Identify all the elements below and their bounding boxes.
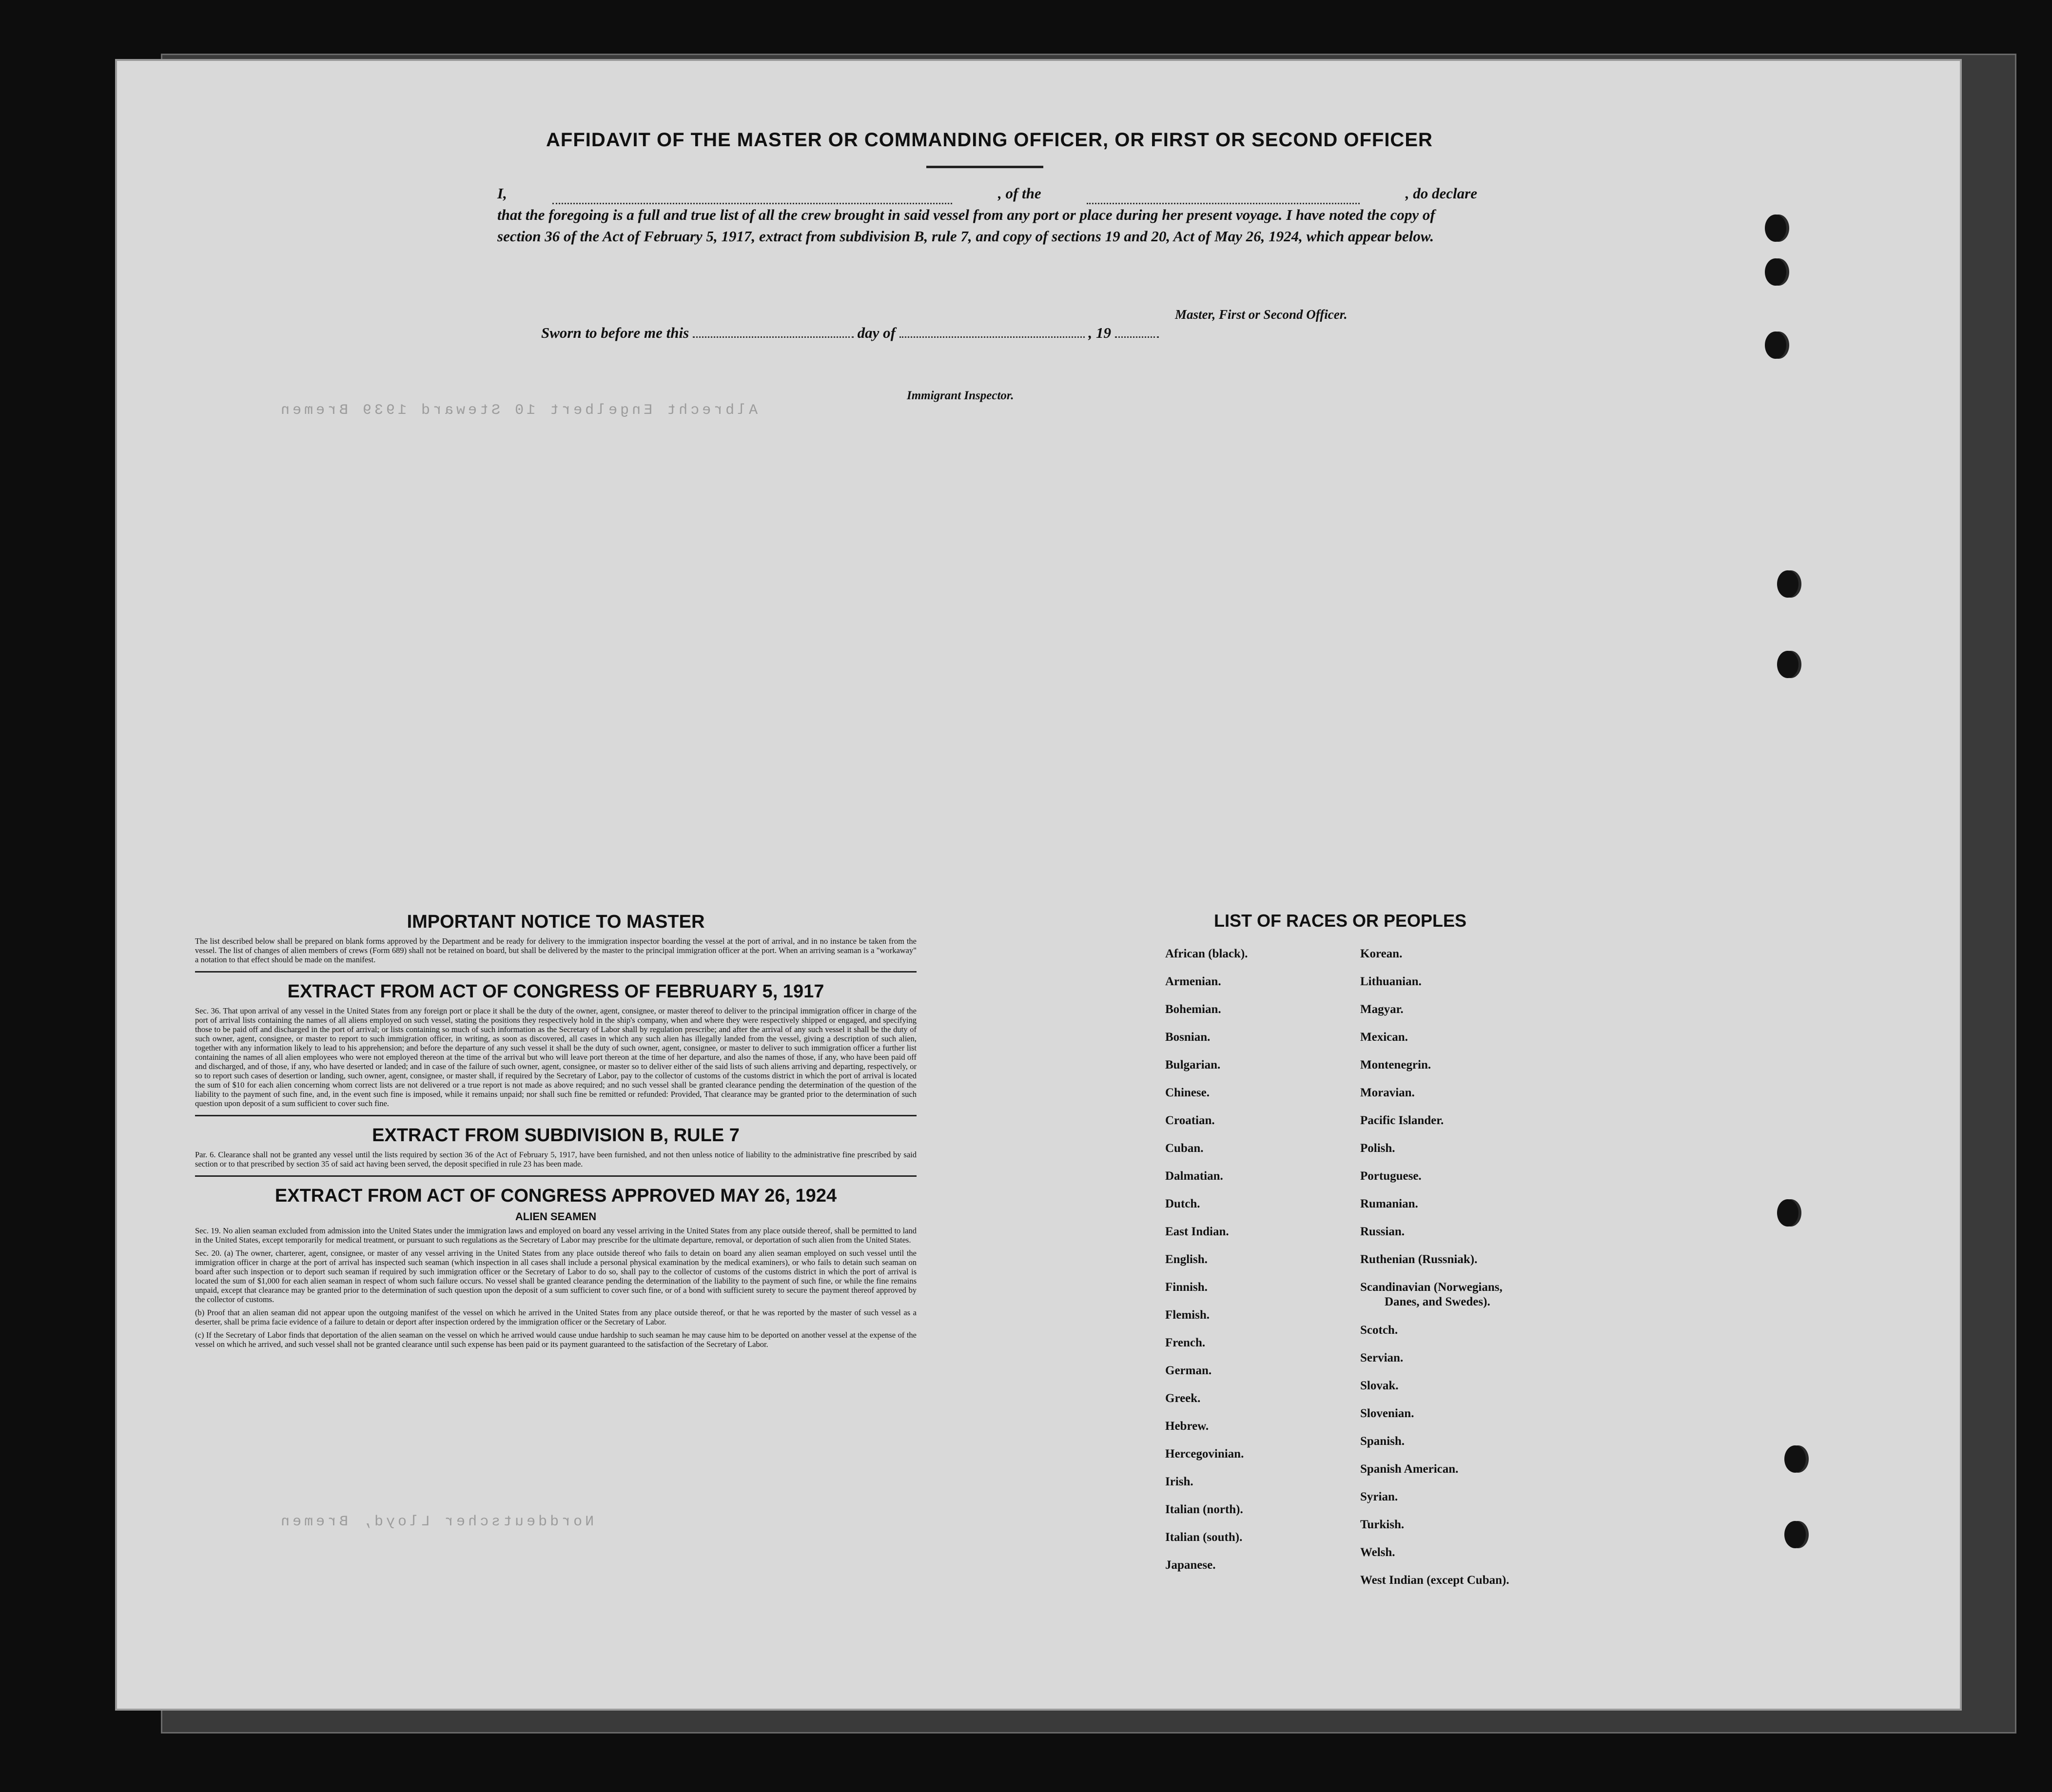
race-item: Hercegovinian. (1165, 1447, 1244, 1461)
race-item: Slovak. (1360, 1379, 1399, 1392)
race-item: Hebrew. (1165, 1420, 1209, 1433)
notice-column (195, 912, 917, 1353)
punch-hole (1765, 331, 1786, 359)
race-item: Greek. (1165, 1392, 1201, 1405)
races-left-column (1165, 940, 1350, 1579)
extract-rule7-title: EXTRACT FROM SUBDIVISION B, RULE 7 (372, 1125, 740, 1146)
punch-hole (1765, 258, 1786, 286)
master-signature-label: Master, First or Second Officer. (1175, 307, 1348, 322)
race-item: Scandinavian (Norwegians, (1360, 1281, 1503, 1294)
race-item: Pacific Islander. (1360, 1114, 1444, 1127)
affidavit-declaration-line (497, 183, 1477, 204)
race-item: Russian. (1360, 1225, 1405, 1238)
race-item: Polish. (1360, 1142, 1395, 1155)
notice-title: IMPORTANT NOTICE TO MASTER (407, 912, 705, 932)
vessel-blank[interactable] (1087, 183, 1360, 204)
race-item: Korean. (1360, 947, 1403, 960)
race-item: Cuban. (1165, 1142, 1204, 1155)
year-blank[interactable] (1115, 336, 1159, 338)
race-item: West Indian (except Cuban). (1360, 1574, 1509, 1587)
race-item: Turkish. (1360, 1518, 1405, 1531)
race-item: Bohemian. (1165, 1003, 1221, 1016)
race-item: Lithuanian. (1360, 975, 1422, 988)
race-item: East Indian. (1165, 1225, 1229, 1238)
affidavit-declare: , do declare (1405, 185, 1477, 202)
race-item: Bosnian. (1165, 1031, 1211, 1044)
race-item: Mexican. (1360, 1031, 1408, 1044)
sworn-label: Sworn to before me this (541, 324, 689, 341)
races-right-column (1360, 940, 1555, 1594)
race-item: Welsh. (1360, 1546, 1395, 1559)
race-item: Syrian. (1360, 1490, 1398, 1503)
divider (195, 1175, 917, 1177)
punch-hole (1777, 570, 1798, 598)
race-item: German. (1165, 1364, 1212, 1377)
race-item: Italian (north). (1165, 1503, 1243, 1516)
punch-hole (1765, 214, 1786, 242)
race-item: Bulgarian. (1165, 1058, 1221, 1071)
race-item: Japanese. (1165, 1558, 1216, 1572)
punch-hole (1784, 1445, 1806, 1473)
race-item: French. (1165, 1336, 1206, 1349)
sec19-text: Sec. 19. No alien seaman excluded from admission into the United States under the immigration laws and employed on board any vessel arriving in the United States from any place outside thereof, shall be permitted to land in the United States, except temporarily for medical treatment, or pursuant to such regulations as the Secretary of Labor may prescribe for the ultimate departure, removal, or deportation of such alien from the United States. (195, 1226, 917, 1245)
extract-rule7-text: Par. 6. Clearance shall not be granted any vessel until the lists required by section 36 of the Act of February 5, 1917, have been furnished, and not then unless notice of liability to the administrative fine prescribed by said section or to that prescribed by section 35 of said act having been served, the deposit specified in rule 23 has been made. (195, 1150, 917, 1169)
sworn-day-blank[interactable] (693, 336, 854, 338)
race-item: African (black). (1165, 947, 1248, 960)
race-item: Danes, and Swedes). (1385, 1295, 1490, 1308)
punch-hole (1777, 1199, 1798, 1227)
punch-hole (1777, 651, 1798, 678)
race-item: Servian. (1360, 1351, 1404, 1364)
extract-1917-text: Sec. 36. That upon arrival of any vessel in the United States from any foreign port or place it shall be the duty of the owner, agent, consignee, or master thereof to deliver to the principal immigration officer in charge of the port of arrival lists containing the names of all aliens employed on such vessel, stating the positions they respectively hold in the ship's company, when and where they were respectively shipped or engaged, and specifying those to be paid off and discharged in the port of arrival; or lists containing so much of such information as the Secretary of Labor shall by regulation prescribe; and after the arrival of any such vessel it shall be the duty of such owner, agent, consignee, or master to report to such immigration officer, in writing, as soon as discovered, all cases in which any such alien has illegally landed from the vessel, giving a description of such alien, together with any information likely to lead to his apprehension; and before the departure of any such vessel it shall be the duty of such owner, agent, consignee, or master to deliver to such immigration officer a further list containing the names of all alien employees who were not employed thereon at the time of the arrival but who will leave port thereon at the time of her departure, and also the names of those, if any, who have been paid off and discharged, and of those, if any, who have deserted or landed; and in case of the failure of such owner, agent, consignee, or master so to deliver either of the said lists of such aliens arriving and departing, respectively, or so to report such cases of desertion or landing, such owner, agent, consignee, or master shall, if required by the Secretary of Labor, pay to the collector of customs of the customs district in which the port of arrival is located the sum of $10 for each alien concerning whom correct lists are not delivered or a true report is not made as above required; and no such vessel shall be granted clearance pending the determination of the question of the liability to the payment of such fine, and, in the event such fine is imposed, while it remains unpaid; nor shall such fine be remitted or refunded: Provided, That clearance may be granted prior to the determination of such question upon deposit of a sum sufficient to cover such fine. (195, 1006, 917, 1108)
affidavit-i: I, (497, 185, 507, 202)
extract-1917-title: EXTRACT FROM ACT OF CONGRESS OF FEBRUARY 5, 1917 (287, 981, 824, 1002)
race-item: Finnish. (1165, 1281, 1208, 1294)
divider (195, 1115, 917, 1116)
affidavit-body (497, 183, 1477, 247)
alien-seamen-subtitle: ALIEN SEAMEN (515, 1210, 597, 1223)
bleed-through-row: Norddeutscher Lloyd, Bremen (278, 1514, 594, 1530)
race-item: Moravian. (1360, 1086, 1415, 1099)
race-item: Montenegrin. (1360, 1058, 1431, 1071)
race-item: Croatian. (1165, 1114, 1215, 1127)
race-item: English. (1165, 1253, 1208, 1266)
race-item: Ruthenian (Russniak). (1360, 1253, 1478, 1266)
race-item: Portuguese. (1360, 1169, 1422, 1183)
notice-text: The list described below shall be prepared on blank forms approved by the Department and be ready for delivery to the immigration inspector boarding the vessel at the port of arrival, and in no instance be taken from the vessel. The list of changes of alien members of crews (Form 689) shall not be retained on board, but shall be delivered by the master to the principal immigration officer at the port. When an arriving seaman is a "workaway" a notation to that effect should be made on the manifest. (195, 936, 917, 964)
race-item: Spanish. (1360, 1435, 1405, 1448)
race-item: Italian (south). (1165, 1531, 1243, 1544)
affidavit-text: that the foregoing is a full and true list of all the crew brought in said vessel from any port or place during her present voyage. I have noted the copy of section 36 of the Act of February 5, 1917, extract from subdivision B, rule 7, and copy of sections 19 and 20, Act of May 26, 1924, which appear below. (497, 206, 1435, 245)
race-item: Dutch. (1165, 1197, 1200, 1210)
sec20c-text: (c) If the Secretary of Labor finds that deportation of the alien seaman on the vessel on which he arrived would cause undue hardship to such seaman he may cause him to be deported on another vessel at the expense of the vessel on which he arrived, and such vessel shall not be granted clearance until such expense has been paid or its payment guaranteed to the satisfaction of the Secretary of Labor. (195, 1330, 917, 1349)
race-item: Spanish American. (1360, 1462, 1459, 1476)
sec20b-text: (b) Proof that an alien seaman did not appear upon the outgoing manifest of the vessel on which he arrived in the United States from any place outside thereof, or that he was reported by the master of such vessel as a deserter, shall be prima facie evidence of a failure to detain or deport after inspection ordered by the immigration officer or the Secretary of Labor. (195, 1308, 917, 1326)
race-item: Magyar. (1360, 1003, 1404, 1016)
day-of-label: day of (857, 324, 896, 341)
sec20a-text: Sec. 20. (a) The owner, charterer, agent, consignee, or master of any vessel arriving in the United States from any place outside thereof who fails to detain on board any alien seaman employed on such vessel until the immigration officer in charge at the port of arrival has inspected such seaman (which inspection in all cases shall include a personal physical examination by the medical examiners), or who fails to detain such seaman on board after such inspection or to deport such seaman if required by such immigration officer or the Secretary of Labor to do so, shall pay to the collector of customs of the customs district in which the port of arrival is located the sum of $1,000 for each alien seaman in respect of whom such failure occurs. No vessel shall be granted clearance pending the determination of the liability to the payment of such fine, or while the fine remains unpaid, except that clearance may be granted prior to the determination of such question upon the deposit of a sum sufficient to cover such fine, or of a bond with sufficient surety to secure the payment thereof approved by the collector of customs. (195, 1248, 917, 1304)
race-item: Flemish. (1165, 1308, 1210, 1322)
race-item: Scotch. (1360, 1324, 1398, 1337)
punch-hole (1784, 1521, 1806, 1548)
divider (195, 971, 917, 973)
title-underline (926, 166, 1043, 168)
year-label: , 19 (1088, 324, 1111, 341)
race-item: Armenian. (1165, 975, 1221, 988)
sworn-month-blank[interactable] (899, 336, 1085, 338)
race-item: Dalmatian. (1165, 1169, 1223, 1183)
bleed-through-row: Albrecht Engelbert 10 Steward 1939 Bremen (278, 402, 758, 419)
races-title: LIST OF RACES OR PEOPLES (1214, 911, 1467, 931)
document-page (117, 61, 1960, 1709)
race-item: Slovenian. (1360, 1407, 1414, 1420)
name-blank[interactable] (552, 183, 952, 204)
affidavit-title: AFFIDAVIT OF THE MASTER OR COMMANDING OFFICER, OR FIRST OR SECOND OFFICER (546, 129, 1433, 151)
extract-1924-title: EXTRACT FROM ACT OF CONGRESS APPROVED MAY 26, 1924 (274, 1186, 837, 1206)
race-item: Chinese. (1165, 1086, 1210, 1099)
sworn-line (541, 324, 1467, 342)
race-item: Rumanian. (1360, 1197, 1418, 1210)
affidavit-of-the: , of the (997, 185, 1041, 202)
race-item: Irish. (1165, 1475, 1193, 1488)
immigrant-inspector-label: Immigrant Inspector. (907, 389, 1014, 402)
